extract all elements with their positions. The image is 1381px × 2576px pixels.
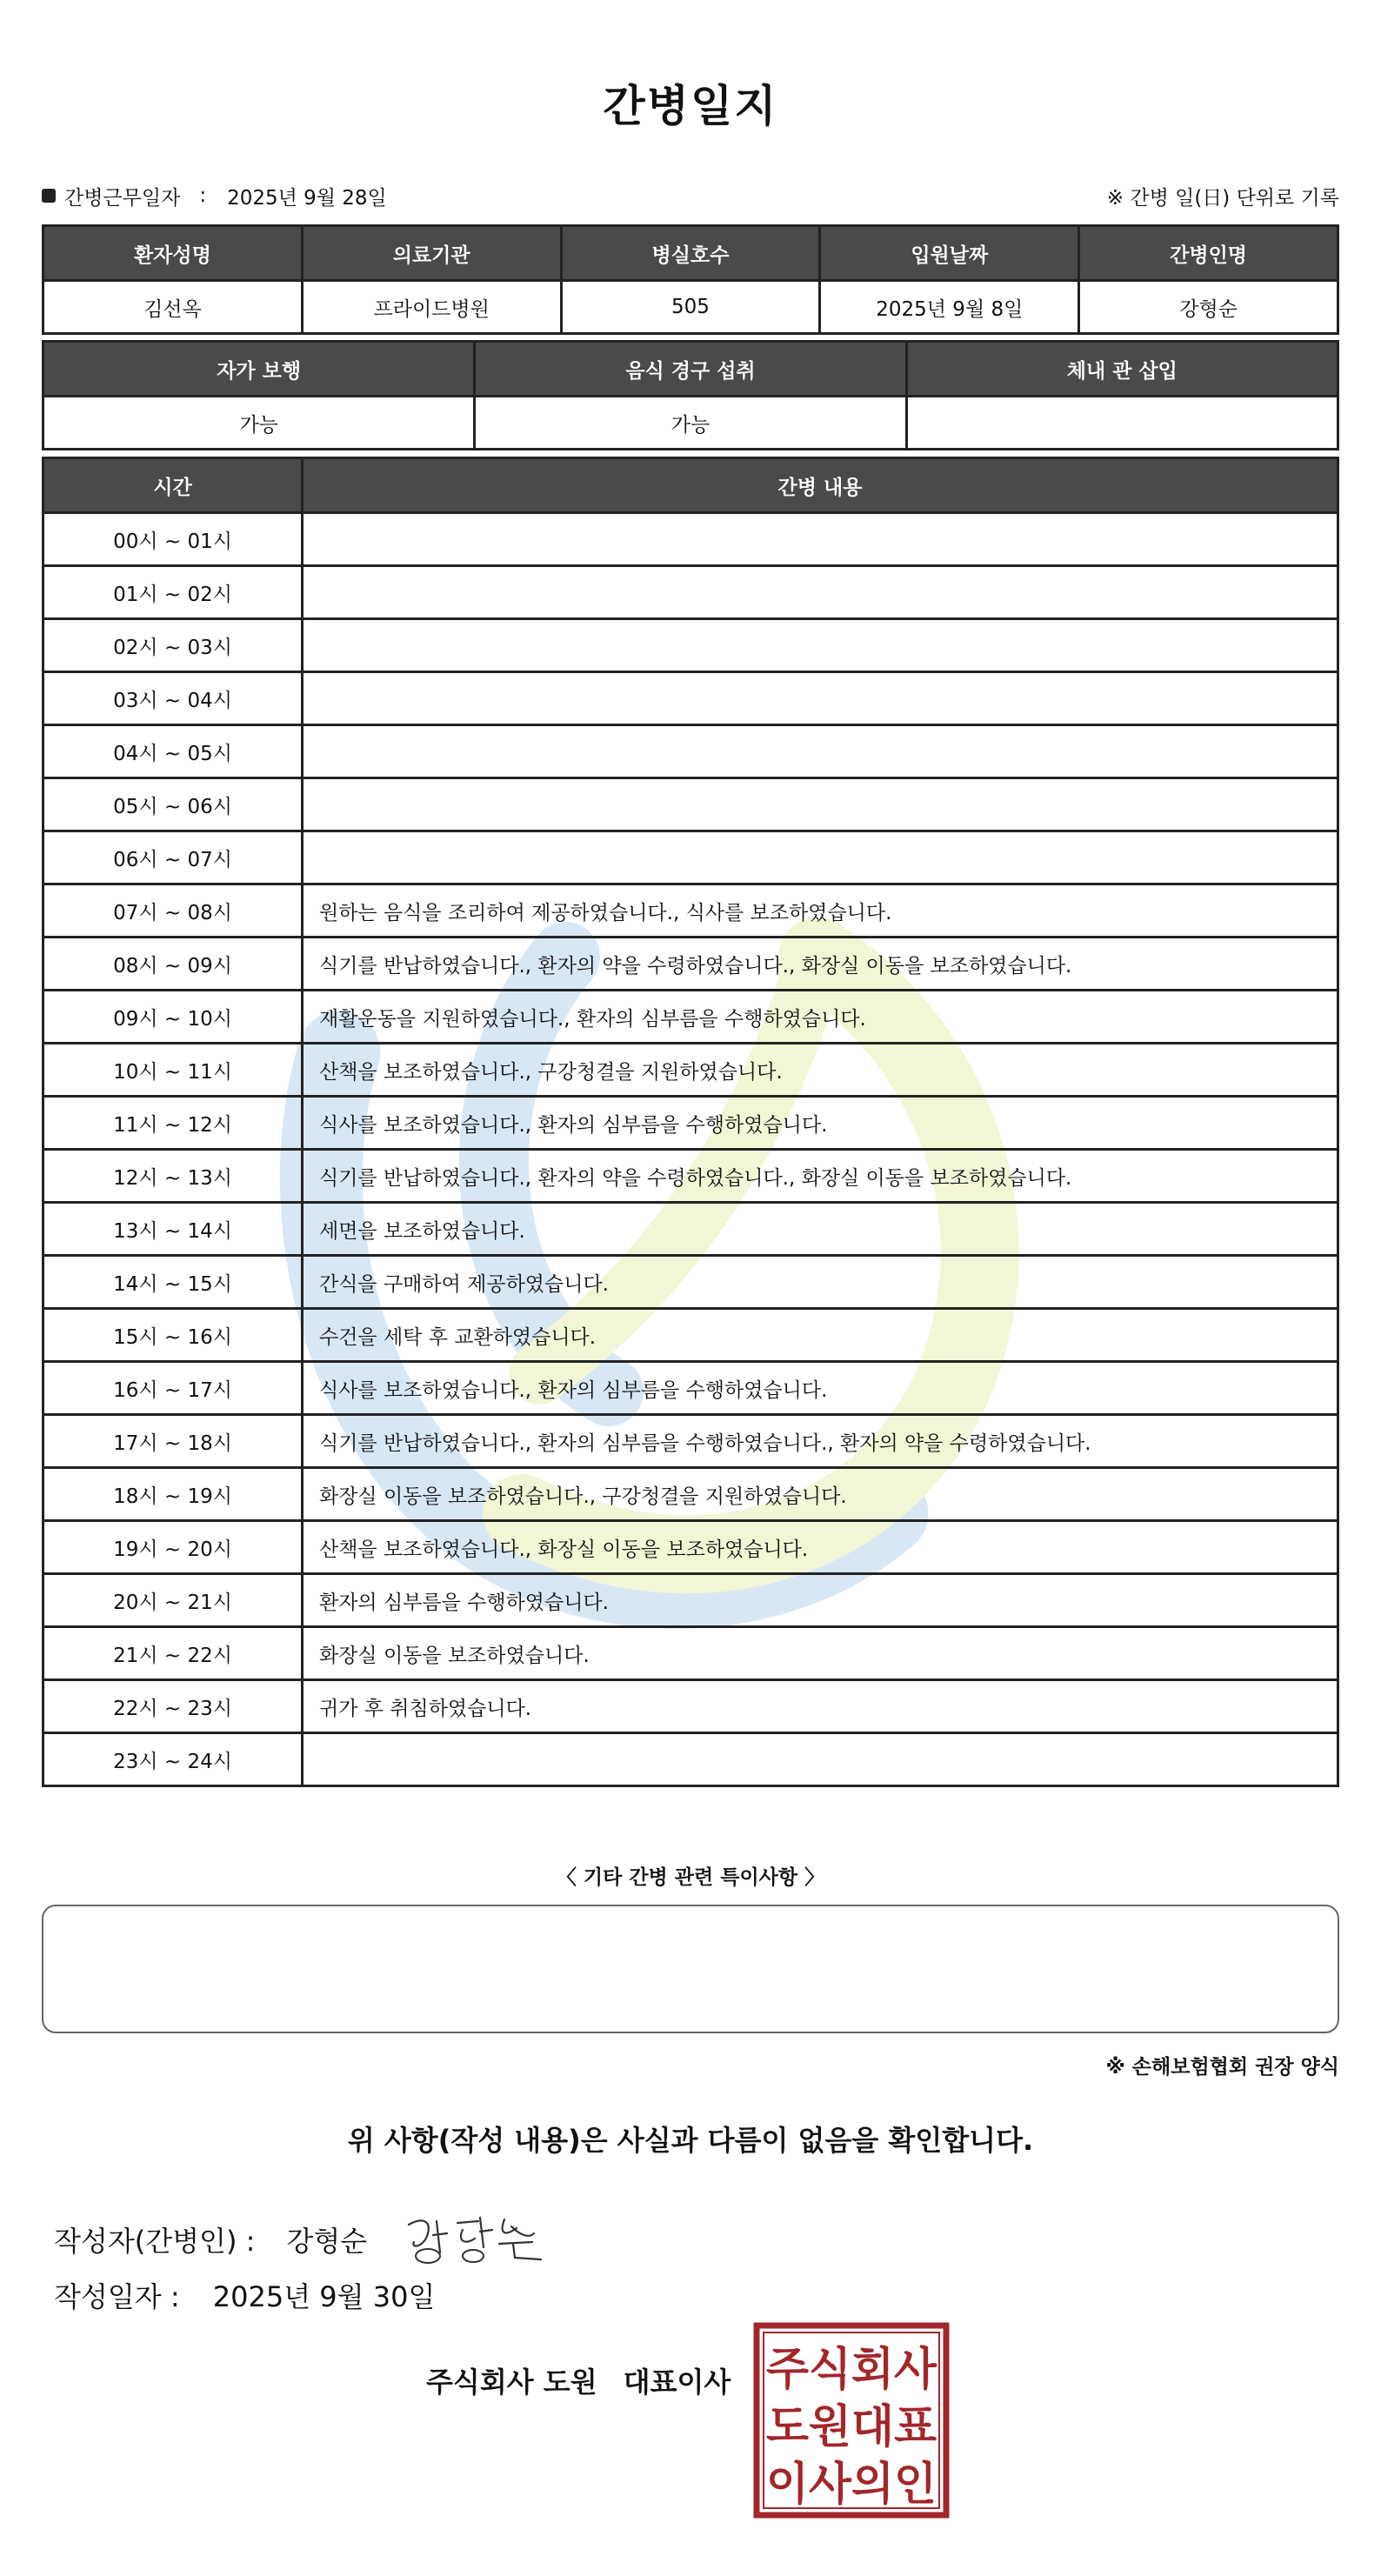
care-content: 식기를 반납하였습니다., 환자의 약을 수령하였습니다., 화장실 이동을 보조하였습니다. (303, 938, 1338, 991)
stamp-text-line: 도원대표 (766, 2401, 937, 2453)
patient-name: 김선옥 (43, 281, 303, 334)
time-slot: 09시 ~ 10시 (43, 991, 303, 1044)
care-content (303, 831, 1338, 884)
company-signoff (426, 2360, 731, 2400)
room-number: 505 (561, 281, 820, 334)
time-slot: 07시 ~ 08시 (43, 884, 303, 938)
writer-name: 강형순 (286, 2225, 368, 2258)
form-source-note: ※ 손해보험협회 권장 양식 (1105, 2056, 1339, 2079)
care-content: 식기를 반납하였습니다., 환자의 심부름을 수행하였습니다., 환자의 약을 수령하였습니다. (303, 1415, 1338, 1468)
header-oral-intake: 음식 경구 섭취 (475, 342, 906, 397)
care-content (303, 672, 1338, 725)
care-content: 산책을 보조하였습니다., 구강청결을 지원하였습니다. (303, 1044, 1338, 1097)
time-slot: 17시 ~ 18시 (43, 1415, 303, 1468)
bullet-square-icon (42, 189, 56, 203)
care-content (303, 566, 1338, 619)
care-content: 화장실 이동을 보조하였습니다. (303, 1627, 1338, 1680)
patient-info-table (42, 224, 1339, 335)
time-slot: 22시 ~ 23시 (43, 1680, 303, 1733)
table-row (43, 1415, 1338, 1468)
time-slot: 01시 ~ 02시 (43, 566, 303, 619)
write-date-value: 2025년 9월 30일 (212, 2280, 436, 2313)
table-row (43, 938, 1338, 991)
notes-box[interactable] (42, 1905, 1339, 2033)
time-slot: 05시 ~ 06시 (43, 778, 303, 831)
care-content: 재활운동을 지원하였습니다., 환자의 심부름을 수행하였습니다. (303, 991, 1338, 1044)
document-title: 간병일지 (603, 81, 778, 131)
table-row (43, 1468, 1338, 1521)
care-content (303, 725, 1338, 778)
table-row (43, 1733, 1338, 1786)
care-content: 수건을 세탁 후 교환하였습니다. (303, 1309, 1338, 1362)
time-slot: 13시 ~ 14시 (43, 1203, 303, 1256)
work-date-value: 2025년 9월 28일 (227, 186, 387, 210)
care-content: 식사를 보조하였습니다., 환자의 심부름을 수행하였습니다. (303, 1362, 1338, 1415)
notes-title: 〈 기타 간병 관련 특이사항 〉 (556, 1866, 825, 1889)
table-row (43, 1627, 1338, 1680)
header-care-content: 간병 내용 (303, 458, 1338, 513)
company-name: 주식회사 도원 (426, 2366, 597, 2399)
company-seal-stamp (753, 2322, 950, 2519)
time-slot: 02시 ~ 03시 (43, 619, 303, 672)
care-content: 화장실 이동을 보조하였습니다., 구강청결을 지원하였습니다. (303, 1468, 1338, 1521)
table-row (43, 619, 1338, 672)
time-slot: 06시 ~ 07시 (43, 831, 303, 884)
table-row (43, 1150, 1338, 1203)
header-tube: 체내 관 삽입 (906, 342, 1338, 397)
time-slot: 00시 ~ 01시 (43, 513, 303, 566)
care-content (303, 778, 1338, 831)
handwritten-signature (402, 2209, 550, 2270)
care-content: 세면을 보조하였습니다. (303, 1203, 1338, 1256)
write-date-label: 작성일자 : (54, 2280, 180, 2313)
table-row (43, 725, 1338, 778)
table-row (43, 1680, 1338, 1733)
care-log-body (43, 513, 1338, 1786)
stamp-text-line: 주식회사 (766, 2344, 937, 2396)
table-row (43, 831, 1338, 884)
table-row (43, 672, 1338, 725)
time-slot: 04시 ~ 05시 (43, 725, 303, 778)
writer-row (54, 2209, 550, 2270)
table-row (43, 1521, 1338, 1574)
writer-label: 작성자(간병인) : (54, 2225, 256, 2258)
patient-status-table (42, 340, 1339, 450)
stamp-text-line: 이사의인 (766, 2459, 937, 2511)
time-slot: 10시 ~ 11시 (43, 1044, 303, 1097)
care-content: 산책을 보조하였습니다., 화장실 이동을 보조하였습니다. (303, 1521, 1338, 1574)
write-date-row (54, 2275, 435, 2315)
table-row (43, 1256, 1338, 1309)
work-date-label: 간병근무일자 (64, 186, 181, 210)
work-date-group (42, 182, 387, 210)
table-row (43, 513, 1338, 566)
header-room: 병실호수 (561, 226, 820, 281)
record-unit-note: ※ 간병 일(日) 단위로 기록 (1106, 186, 1339, 210)
work-date-colon: : (199, 184, 207, 207)
table-row (43, 1203, 1338, 1256)
care-content: 환자의 심부름을 수행하였습니다. (303, 1574, 1338, 1627)
header-hospital: 의료기관 (302, 226, 561, 281)
header-patient-name: 환자성명 (43, 226, 303, 281)
time-slot: 19시 ~ 20시 (43, 1521, 303, 1574)
time-slot: 21시 ~ 22시 (43, 1627, 303, 1680)
walking-value: 가능 (43, 397, 475, 450)
table-row (43, 1574, 1338, 1627)
caregiver-name: 강형순 (1079, 281, 1338, 334)
time-slot: 16시 ~ 17시 (43, 1362, 303, 1415)
time-slot: 15시 ~ 16시 (43, 1309, 303, 1362)
company-title: 대표이사 (623, 2366, 731, 2399)
care-content (303, 1733, 1338, 1786)
table-row (43, 778, 1338, 831)
confirmation-statement: 위 사항(작성 내용)은 사실과 다름이 없음을 확인합니다. (347, 2124, 1034, 2157)
time-slot: 11시 ~ 12시 (43, 1097, 303, 1150)
table-row (43, 1044, 1338, 1097)
table-row (43, 884, 1338, 938)
header-caregiver: 간병인명 (1079, 226, 1338, 281)
table-row (43, 991, 1338, 1044)
care-content: 귀가 후 취침하였습니다. (303, 1680, 1338, 1733)
time-slot: 08시 ~ 09시 (43, 938, 303, 991)
time-slot: 14시 ~ 15시 (43, 1256, 303, 1309)
time-slot: 03시 ~ 04시 (43, 672, 303, 725)
table-row (43, 1362, 1338, 1415)
admission-date: 2025년 9월 8일 (820, 281, 1079, 334)
hospital-name: 프라이드병원 (302, 281, 561, 334)
time-slot: 20시 ~ 21시 (43, 1574, 303, 1627)
table-row (43, 566, 1338, 619)
tube-value (906, 397, 1338, 450)
care-content: 간식을 구매하여 제공하였습니다. (303, 1256, 1338, 1309)
care-content: 원하는 음식을 조리하여 제공하였습니다., 식사를 보조하였습니다. (303, 884, 1338, 938)
care-content (303, 513, 1338, 566)
care-content: 식기를 반납하였습니다., 환자의 약을 수령하였습니다., 화장실 이동을 보조하였습니다. (303, 1150, 1338, 1203)
header-admission-date: 입원날짜 (820, 226, 1079, 281)
meta-row (42, 178, 1339, 213)
time-slot: 18시 ~ 19시 (43, 1468, 303, 1521)
care-log-table (42, 457, 1339, 1787)
oral-intake-value: 가능 (475, 397, 906, 450)
table-row (43, 1309, 1338, 1362)
header-time: 시간 (43, 458, 303, 513)
care-content (303, 619, 1338, 672)
header-walking: 자가 보행 (43, 342, 475, 397)
care-content: 식사를 보조하였습니다., 환자의 심부름을 수행하였습니다. (303, 1097, 1338, 1150)
table-row (43, 1097, 1338, 1150)
time-slot: 12시 ~ 13시 (43, 1150, 303, 1203)
time-slot: 23시 ~ 24시 (43, 1733, 303, 1786)
